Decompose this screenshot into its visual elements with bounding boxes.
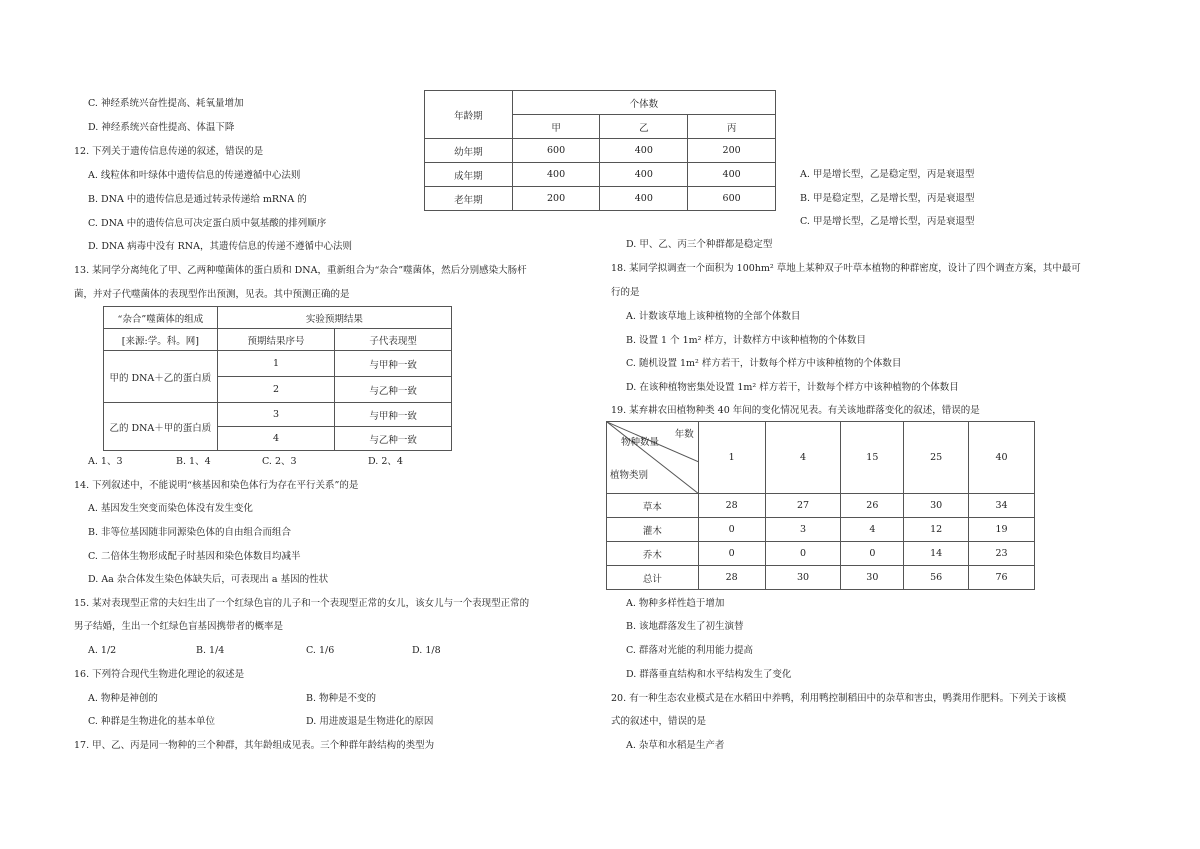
q13-table-cell: 与乙种一致 — [335, 377, 452, 403]
q14-option-d: D. Aa 杂合体发生染色体缺失后，可表现出 a 基因的性状 — [88, 574, 329, 585]
q17-table — [424, 90, 776, 211]
q17-option-a: A. 甲是增长型，乙是稳定型，丙是衰退型 — [800, 169, 975, 180]
q17-table-cell: 400 — [688, 163, 776, 187]
q18-option-d: D. 在该种植物密集处设置 1m² 样方若干，计数每个样方中该种植物的个体数目 — [626, 382, 959, 393]
q13-table-group2: 乙的 DNA＋甲的蛋白质 — [104, 403, 218, 451]
q14-option-c: C. 二倍体生物形成配子时基因和染色体数目均减半 — [88, 551, 301, 562]
q13-option-d: D. 2、4 — [368, 456, 403, 467]
q19-table-cell: 30 — [904, 494, 969, 518]
q17-table-col: 甲 — [512, 115, 600, 139]
q19-table-row-label: 总计 — [607, 566, 699, 590]
q20-option-a: A. 杂草和水稻是生产者 — [626, 740, 725, 751]
q19-stem: 19. 某弃耕农田植物种类 40 年间的变化情况见表。有关该地群落变化的叙述，错误的是 — [611, 405, 980, 416]
q17-table-cell: 400 — [600, 163, 688, 187]
q17-stem: 17. 甲、乙、丙是同一物种的三个种群，其年龄组成见表。三个种群年龄结构的类型为 — [74, 740, 435, 751]
q17-table-row-label: 老年期 — [425, 187, 513, 211]
q19-table-year: 4 — [765, 422, 841, 494]
q19-table-cell: 3 — [765, 518, 841, 542]
q18-option-c: C. 随机设置 1m² 样方若干，计数每个样方中该种植物的个体数目 — [626, 358, 902, 369]
q17-option-c: C. 甲是增长型，乙是增长型，丙是衰退型 — [800, 216, 975, 227]
q19-table-diagonal-header — [607, 422, 699, 494]
q19-table-cell: 28 — [698, 566, 765, 590]
q19-table-row-label: 灌木 — [607, 518, 699, 542]
q17-table-header-age: 年龄期 — [425, 91, 513, 139]
q13-table-header-phenotype: 子代表现型 — [335, 329, 452, 351]
q17-table-row-label: 幼年期 — [425, 139, 513, 163]
q13-table-header-composition: “杂合”噬菌体的组成 — [104, 307, 218, 329]
q12-option-a: A. 线粒体和叶绿体中遗传信息的传递遵循中心法则 — [88, 170, 301, 181]
q19-table-cell: 23 — [969, 542, 1035, 566]
q17-table-col: 丙 — [688, 115, 776, 139]
q11-option-d: D. 神经系统兴奋性提高、体温下降 — [88, 122, 235, 133]
q19-table-cell: 34 — [969, 494, 1035, 518]
q13-table-cell: 与乙种一致 — [335, 427, 452, 451]
q19-option-a: A. 物种多样性趋于增加 — [626, 598, 725, 609]
q17-table-col: 乙 — [600, 115, 688, 139]
q20-stem-line2: 式的叙述中，错误的是 — [611, 716, 707, 727]
q17-table-cell: 200 — [512, 187, 600, 211]
q18-option-b: B. 设置 1 个 1m² 样方，计数样方中该种植物的个体数目 — [626, 335, 867, 346]
q19-table-cell: 14 — [904, 542, 969, 566]
q15-stem-line1: 15. 某对表现型正常的夫妇生出了一个红绿色盲的儿子和一个表现型正常的女儿，该女儿与一个表现型正常的 — [74, 598, 530, 609]
q19-diag-top: 年数 — [674, 429, 694, 440]
q19-table-year: 40 — [969, 422, 1035, 494]
q17-table-cell: 600 — [688, 187, 776, 211]
q19-table-cell: 12 — [904, 518, 969, 542]
q19-table-cell: 0 — [698, 518, 765, 542]
q13-table — [103, 306, 452, 451]
q12-option-d: D. DNA 病毒中没有 RNA，其遗传信息的传递不遵循中心法则 — [88, 241, 352, 252]
q13-table-header-expected: 实验预期结果 — [217, 307, 451, 329]
q19-table-cell: 4 — [841, 518, 904, 542]
q16-option-b: B. 物种是不变的 — [306, 693, 377, 704]
q19-table-cell: 0 — [841, 542, 904, 566]
q13-stem-line2: 菌，并对子代噬菌体的表现型作出预测，见表。其中预测正确的是 — [74, 289, 350, 300]
q13-table-group1: 甲的 DNA＋乙的蛋白质 — [104, 351, 218, 403]
q16-stem: 16. 下列符合现代生物进化理论的叙述是 — [74, 669, 245, 680]
q12-stem: 12. 下列关于遗传信息传递的叙述，错误的是 — [74, 146, 264, 157]
q15-option-b: B. 1/4 — [196, 645, 225, 656]
q17-table-cell: 400 — [600, 139, 688, 163]
q19-table-row-label: 草本 — [607, 494, 699, 518]
q18-option-a: A. 计数该草地上该种植物的全部个体数目 — [626, 311, 801, 322]
q17-option-d: D. 甲、乙、丙三个种群都是稳定型 — [626, 239, 773, 250]
q17-option-b: B. 甲是稳定型，乙是增长型，丙是衰退型 — [800, 193, 975, 204]
q13-table-header-no: 预期结果序号 — [217, 329, 335, 351]
q18-stem-line2: 行的是 — [611, 287, 640, 298]
q19-table-cell: 26 — [841, 494, 904, 518]
q15-option-c: C. 1/6 — [306, 645, 335, 656]
q19-diag-bot: 植物类别 — [610, 470, 649, 481]
q13-option-b: B. 1、4 — [176, 456, 211, 467]
q17-table-cell: 200 — [688, 139, 776, 163]
q13-table-source-note: [来源:学。科。网] — [104, 329, 218, 351]
q15-option-d: D. 1/8 — [412, 645, 441, 656]
q13-table-cell: 与甲种一致 — [335, 403, 452, 427]
q11-option-c: C. 神经系统兴奋性提高、耗氧量增加 — [88, 98, 244, 109]
q19-table-year: 1 — [698, 422, 765, 494]
q17-table-row-label: 成年期 — [425, 163, 513, 187]
q19-table-cell: 27 — [765, 494, 841, 518]
q20-stem-line1: 20. 有一种生态农业模式是在水稻田中养鸭，利用鸭控制稻田中的杂草和害虫，鸭粪用作肥料。下列关于该模 — [611, 693, 1067, 704]
q13-table-cell: 1 — [217, 351, 335, 377]
q18-stem-line1: 18. 某同学拟调查一个面积为 100hm² 草地上某种双子叶草本植物的种群密度，设计了四个调查方案，其中最可 — [611, 263, 1081, 274]
q19-table-cell: 30 — [841, 566, 904, 590]
q13-stem-line1: 13. 某同学分离纯化了甲、乙两种噬菌体的蛋白质和 DNA，重新组合为“杂合”噬菌体，然后分别感染大肠杆 — [74, 265, 527, 276]
q13-table-cell: 与甲种一致 — [335, 351, 452, 377]
q13-table-cell: 4 — [217, 427, 335, 451]
q13-option-c: C. 2、3 — [262, 456, 297, 467]
q19-table-cell: 56 — [904, 566, 969, 590]
q14-stem: 14. 下列叙述中，不能说明“核基因和染色体行为存在平行关系”的是 — [74, 480, 359, 491]
q19-table-cell: 76 — [969, 566, 1035, 590]
q15-option-a: A. 1/2 — [88, 645, 117, 656]
q12-option-b: B. DNA 中的遗传信息是通过转录传递给 mRNA 的 — [88, 194, 307, 205]
q19-table-cell: 30 — [765, 566, 841, 590]
q12-option-c: C. DNA 中的遗传信息可决定蛋白质中氨基酸的排列顺序 — [88, 218, 327, 229]
q19-table-year: 25 — [904, 422, 969, 494]
q16-option-a: A. 物种是神创的 — [88, 693, 158, 704]
q19-option-d: D. 群落垂直结构和水平结构发生了变化 — [626, 669, 792, 680]
q14-option-a: A. 基因发生突变而染色体没有发生变化 — [88, 503, 253, 514]
q19-table-cell: 0 — [698, 542, 765, 566]
q16-option-c: C. 种群是生物进化的基本单位 — [88, 716, 215, 727]
q19-table-year: 15 — [841, 422, 904, 494]
q13-option-a: A. 1、3 — [88, 456, 123, 467]
q19-table-row-label: 乔木 — [607, 542, 699, 566]
q19-diag-mid: 物种数量 — [621, 437, 660, 448]
q17-table-cell: 600 — [512, 139, 600, 163]
q13-table-cell: 2 — [217, 377, 335, 403]
q15-stem-line2: 男子结婚，生出一个红绿色盲基因携带者的概率是 — [74, 621, 284, 632]
q19-option-b: B. 该地群落发生了初生演替 — [626, 621, 744, 632]
q13-table-cell: 3 — [217, 403, 335, 427]
q19-table-cell: 19 — [969, 518, 1035, 542]
q14-option-b: B. 非等位基因随非同源染色体的自由组合而组合 — [88, 527, 292, 538]
q17-table-header-count: 个体数 — [512, 91, 775, 115]
q19-option-c: C. 群落对光能的利用能力提高 — [626, 645, 753, 656]
q17-table-cell: 400 — [512, 163, 600, 187]
q17-table-cell: 400 — [600, 187, 688, 211]
q19-table — [606, 421, 1035, 590]
q19-table-cell: 0 — [765, 542, 841, 566]
q19-table-cell: 28 — [698, 494, 765, 518]
q16-option-d: D. 用进废退是生物进化的原因 — [306, 716, 434, 727]
